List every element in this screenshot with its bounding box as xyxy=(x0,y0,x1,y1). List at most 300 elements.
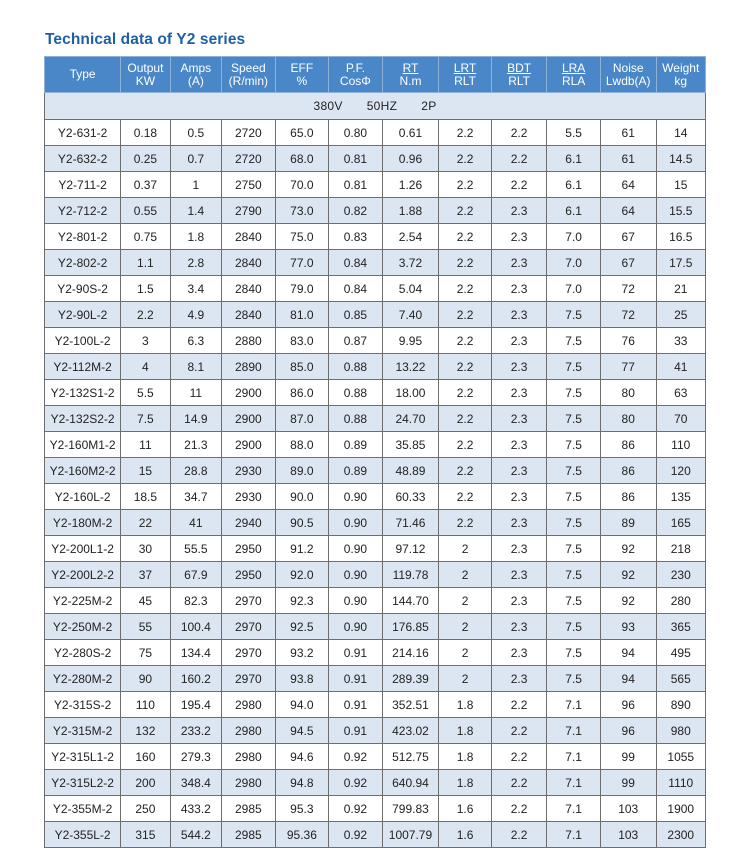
cell-noise: 103 xyxy=(600,822,656,848)
cell-pf: 0.91 xyxy=(329,666,383,692)
cell-rt: 512.75 xyxy=(382,744,439,770)
cell-pf: 0.90 xyxy=(329,562,383,588)
column-header-rt: RT N.m xyxy=(382,57,439,93)
cell-amps: 0.7 xyxy=(170,146,221,172)
cell-speed: 2970 xyxy=(222,640,276,666)
cell-lra: 7.1 xyxy=(547,822,601,848)
table-row xyxy=(45,562,706,588)
cell-weight: 280 xyxy=(656,588,706,614)
cell-lrt: 2.2 xyxy=(439,250,492,276)
cell-eff: 95.3 xyxy=(275,796,329,822)
cell-bdt: 2.3 xyxy=(491,640,547,666)
cell-lra: 7.5 xyxy=(547,484,601,510)
cell-eff: 75.0 xyxy=(275,224,329,250)
cell-eff: 92.0 xyxy=(275,562,329,588)
cell-type: Y2-100L-2 xyxy=(45,328,121,354)
cell-pf: 0.90 xyxy=(329,536,383,562)
cell-bdt: 2.3 xyxy=(491,614,547,640)
cell-type: Y2-711-2 xyxy=(45,172,121,198)
table-row xyxy=(45,640,706,666)
cell-output: 15 xyxy=(121,458,170,484)
column-header-speed: Speed (R/min) xyxy=(222,57,276,93)
cell-weight: 1110 xyxy=(656,770,706,796)
cell-speed: 2930 xyxy=(222,484,276,510)
cell-eff: 65.0 xyxy=(275,120,329,146)
cell-output: 160 xyxy=(121,744,170,770)
cell-bdt: 2.2 xyxy=(491,744,547,770)
cell-amps: 34.7 xyxy=(170,484,221,510)
cell-output: 132 xyxy=(121,718,170,744)
cell-type: Y2-132S1-2 xyxy=(45,380,121,406)
cell-eff: 68.0 xyxy=(275,146,329,172)
cell-noise: 67 xyxy=(600,250,656,276)
cell-weight: 1055 xyxy=(656,744,706,770)
cell-pf: 0.88 xyxy=(329,354,383,380)
table-row xyxy=(45,458,706,484)
cell-lra: 6.1 xyxy=(547,146,601,172)
cell-rt: 24.70 xyxy=(382,406,439,432)
cell-eff: 94.8 xyxy=(275,770,329,796)
cell-speed: 2985 xyxy=(222,796,276,822)
cell-lrt: 2.2 xyxy=(439,406,492,432)
cell-eff: 85.0 xyxy=(275,354,329,380)
cell-rt: 97.12 xyxy=(382,536,439,562)
cell-type: Y2-200L2-2 xyxy=(45,562,121,588)
cell-weight: 110 xyxy=(656,432,706,458)
cell-eff: 94.0 xyxy=(275,692,329,718)
table-row xyxy=(45,692,706,718)
cell-eff: 92.3 xyxy=(275,588,329,614)
table-row xyxy=(45,198,706,224)
cell-speed: 2890 xyxy=(222,354,276,380)
cell-bdt: 2.3 xyxy=(491,380,547,406)
cell-lrt: 2.2 xyxy=(439,458,492,484)
cell-eff: 83.0 xyxy=(275,328,329,354)
cell-amps: 0.5 xyxy=(170,120,221,146)
cell-eff: 90.5 xyxy=(275,510,329,536)
cell-speed: 2980 xyxy=(222,692,276,718)
cell-weight: 15 xyxy=(656,172,706,198)
cell-type: Y2-802-2 xyxy=(45,250,121,276)
cell-rt: 1.88 xyxy=(382,198,439,224)
cell-pf: 0.92 xyxy=(329,796,383,822)
cell-speed: 2970 xyxy=(222,588,276,614)
cell-rt: 3.72 xyxy=(382,250,439,276)
cell-bdt: 2.3 xyxy=(491,484,547,510)
table-row xyxy=(45,406,706,432)
cell-output: 4 xyxy=(121,354,170,380)
cell-output: 5.5 xyxy=(121,380,170,406)
cell-output: 250 xyxy=(121,796,170,822)
cell-type: Y2-280S-2 xyxy=(45,640,121,666)
cell-weight: 230 xyxy=(656,562,706,588)
cell-output: 22 xyxy=(121,510,170,536)
cell-amps: 1.8 xyxy=(170,224,221,250)
cell-rt: 7.40 xyxy=(382,302,439,328)
cell-lra: 7.5 xyxy=(547,380,601,406)
cell-weight: 165 xyxy=(656,510,706,536)
cell-amps: 67.9 xyxy=(170,562,221,588)
cell-noise: 99 xyxy=(600,744,656,770)
column-header-amps: Amps (A) xyxy=(170,57,221,93)
cell-rt: 144.70 xyxy=(382,588,439,614)
cell-lrt: 1.6 xyxy=(439,822,492,848)
cell-rt: 5.04 xyxy=(382,276,439,302)
cell-amps: 433.2 xyxy=(170,796,221,822)
cell-eff: 95.36 xyxy=(275,822,329,848)
cell-weight: 15.5 xyxy=(656,198,706,224)
cell-pf: 0.90 xyxy=(329,484,383,510)
cell-speed: 2840 xyxy=(222,224,276,250)
table-row xyxy=(45,302,706,328)
cell-output: 315 xyxy=(121,822,170,848)
cell-amps: 55.5 xyxy=(170,536,221,562)
cell-noise: 80 xyxy=(600,380,656,406)
cell-bdt: 2.3 xyxy=(491,250,547,276)
cell-bdt: 2.3 xyxy=(491,562,547,588)
cell-pf: 0.92 xyxy=(329,770,383,796)
table-row xyxy=(45,536,706,562)
cell-rt: 214.16 xyxy=(382,640,439,666)
cell-weight: 218 xyxy=(656,536,706,562)
table-row xyxy=(45,354,706,380)
cell-output: 200 xyxy=(121,770,170,796)
cell-pf: 0.80 xyxy=(329,120,383,146)
table-row xyxy=(45,380,706,406)
column-header-type: Type xyxy=(45,57,121,93)
cell-type: Y2-160L-2 xyxy=(45,484,121,510)
cell-type: Y2-160M1-2 xyxy=(45,432,121,458)
cell-output: 110 xyxy=(121,692,170,718)
cell-output: 1.5 xyxy=(121,276,170,302)
cell-amps: 2.8 xyxy=(170,250,221,276)
operating-condition xyxy=(45,93,706,120)
cell-noise: 64 xyxy=(600,198,656,224)
cell-speed: 2980 xyxy=(222,718,276,744)
cell-noise: 96 xyxy=(600,692,656,718)
cell-lrt: 2.2 xyxy=(439,510,492,536)
cell-lra: 7.5 xyxy=(547,614,601,640)
cell-type: Y2-112M-2 xyxy=(45,354,121,380)
cell-lra: 7.0 xyxy=(547,276,601,302)
cell-weight: 16.5 xyxy=(656,224,706,250)
cell-lrt: 2.2 xyxy=(439,198,492,224)
cell-output: 1.1 xyxy=(121,250,170,276)
cell-weight: 495 xyxy=(656,640,706,666)
cell-rt: 423.02 xyxy=(382,718,439,744)
cell-output: 11 xyxy=(121,432,170,458)
cell-lra: 7.5 xyxy=(547,588,601,614)
cell-speed: 2880 xyxy=(222,328,276,354)
cell-rt: 35.85 xyxy=(382,432,439,458)
cell-output: 2.2 xyxy=(121,302,170,328)
table-row xyxy=(45,120,706,146)
table-row xyxy=(45,822,706,848)
cell-bdt: 2.2 xyxy=(491,172,547,198)
cell-pf: 0.91 xyxy=(329,718,383,744)
cell-weight: 120 xyxy=(656,458,706,484)
cell-output: 75 xyxy=(121,640,170,666)
cell-pf: 0.91 xyxy=(329,640,383,666)
cell-rt: 289.39 xyxy=(382,666,439,692)
cell-lrt: 1.8 xyxy=(439,692,492,718)
cell-lrt: 1.8 xyxy=(439,718,492,744)
cell-lra: 7.5 xyxy=(547,302,601,328)
cell-type: Y2-225M-2 xyxy=(45,588,121,614)
cell-amps: 28.8 xyxy=(170,458,221,484)
cell-weight: 70 xyxy=(656,406,706,432)
cell-lra: 7.0 xyxy=(547,224,601,250)
cell-rt: 640.94 xyxy=(382,770,439,796)
cell-pf: 0.87 xyxy=(329,328,383,354)
cell-eff: 94.6 xyxy=(275,744,329,770)
cell-rt: 71.46 xyxy=(382,510,439,536)
cell-pf: 0.90 xyxy=(329,588,383,614)
cell-pf: 0.91 xyxy=(329,692,383,718)
cell-lrt: 2 xyxy=(439,614,492,640)
cell-lrt: 2.2 xyxy=(439,146,492,172)
cell-lrt: 2 xyxy=(439,666,492,692)
cell-lra: 7.5 xyxy=(547,640,601,666)
cell-type: Y2-280M-2 xyxy=(45,666,121,692)
cell-speed: 2980 xyxy=(222,770,276,796)
cell-pf: 0.90 xyxy=(329,510,383,536)
cell-rt: 1.26 xyxy=(382,172,439,198)
cell-noise: 77 xyxy=(600,354,656,380)
cell-noise: 64 xyxy=(600,172,656,198)
cell-bdt: 2.2 xyxy=(491,146,547,172)
cell-weight: 365 xyxy=(656,614,706,640)
cell-eff: 87.0 xyxy=(275,406,329,432)
cell-eff: 93.2 xyxy=(275,640,329,666)
cell-type: Y2-632-2 xyxy=(45,146,121,172)
cell-noise: 61 xyxy=(600,146,656,172)
cell-output: 0.25 xyxy=(121,146,170,172)
cell-amps: 8.1 xyxy=(170,354,221,380)
poles-label: 2P xyxy=(421,99,437,113)
cell-bdt: 2.3 xyxy=(491,536,547,562)
cell-eff: 73.0 xyxy=(275,198,329,224)
cell-lra: 7.1 xyxy=(547,796,601,822)
column-header-lra: LRA RLA xyxy=(547,57,601,93)
cell-eff: 88.0 xyxy=(275,432,329,458)
cell-bdt: 2.3 xyxy=(491,276,547,302)
voltage-label: 380V xyxy=(313,99,343,113)
cell-type: Y2-355M-2 xyxy=(45,796,121,822)
cell-amps: 11 xyxy=(170,380,221,406)
cell-noise: 96 xyxy=(600,718,656,744)
cell-output: 0.18 xyxy=(121,120,170,146)
cell-type: Y2-180M-2 xyxy=(45,510,121,536)
cell-amps: 1 xyxy=(170,172,221,198)
cell-lra: 7.1 xyxy=(547,692,601,718)
cell-amps: 160.2 xyxy=(170,666,221,692)
cell-type: Y2-712-2 xyxy=(45,198,121,224)
cell-noise: 92 xyxy=(600,536,656,562)
cell-amps: 348.4 xyxy=(170,770,221,796)
cell-rt: 176.85 xyxy=(382,614,439,640)
cell-type: Y2-160M2-2 xyxy=(45,458,121,484)
cell-pf: 0.82 xyxy=(329,198,383,224)
cell-noise: 86 xyxy=(600,484,656,510)
cell-lra: 7.5 xyxy=(547,328,601,354)
cell-lrt: 2 xyxy=(439,536,492,562)
cell-lra: 6.1 xyxy=(547,172,601,198)
cell-output: 0.75 xyxy=(121,224,170,250)
cell-type: Y2-200L1-2 xyxy=(45,536,121,562)
cell-eff: 93.8 xyxy=(275,666,329,692)
cell-lra: 7.5 xyxy=(547,562,601,588)
cell-eff: 79.0 xyxy=(275,276,329,302)
cell-lra: 7.1 xyxy=(547,744,601,770)
cell-amps: 100.4 xyxy=(170,614,221,640)
cell-lra: 7.1 xyxy=(547,718,601,744)
table-row xyxy=(45,510,706,536)
cell-bdt: 2.2 xyxy=(491,692,547,718)
cell-amps: 21.3 xyxy=(170,432,221,458)
cell-rt: 60.33 xyxy=(382,484,439,510)
cell-lrt: 2.2 xyxy=(439,276,492,302)
cell-eff: 90.0 xyxy=(275,484,329,510)
cell-speed: 2985 xyxy=(222,822,276,848)
cell-pf: 0.92 xyxy=(329,822,383,848)
cell-noise: 72 xyxy=(600,302,656,328)
cell-speed: 2840 xyxy=(222,250,276,276)
cell-eff: 86.0 xyxy=(275,380,329,406)
cell-eff: 89.0 xyxy=(275,458,329,484)
cell-noise: 80 xyxy=(600,406,656,432)
cell-noise: 93 xyxy=(600,614,656,640)
cell-weight: 17.5 xyxy=(656,250,706,276)
cell-bdt: 2.2 xyxy=(491,796,547,822)
cell-bdt: 2.3 xyxy=(491,510,547,536)
cell-pf: 0.90 xyxy=(329,614,383,640)
cell-lra: 6.1 xyxy=(547,198,601,224)
cell-amps: 4.9 xyxy=(170,302,221,328)
cell-noise: 76 xyxy=(600,328,656,354)
cell-lrt: 2.2 xyxy=(439,354,492,380)
cell-rt: 799.83 xyxy=(382,796,439,822)
cell-noise: 99 xyxy=(600,770,656,796)
cell-pf: 0.89 xyxy=(329,432,383,458)
cell-rt: 0.61 xyxy=(382,120,439,146)
cell-bdt: 2.2 xyxy=(491,822,547,848)
table-row xyxy=(45,614,706,640)
cell-noise: 67 xyxy=(600,224,656,250)
column-header-weight: Weight kg xyxy=(656,57,706,93)
cell-bdt: 2.3 xyxy=(491,354,547,380)
cell-lrt: 2.2 xyxy=(439,224,492,250)
cell-speed: 2720 xyxy=(222,146,276,172)
cell-output: 0.55 xyxy=(121,198,170,224)
cell-speed: 2950 xyxy=(222,536,276,562)
cell-bdt: 2.3 xyxy=(491,432,547,458)
cell-noise: 86 xyxy=(600,458,656,484)
cell-noise: 92 xyxy=(600,588,656,614)
cell-output: 30 xyxy=(121,536,170,562)
cell-pf: 0.83 xyxy=(329,224,383,250)
cell-weight: 890 xyxy=(656,692,706,718)
table-header-row xyxy=(45,57,706,93)
cell-bdt: 2.2 xyxy=(491,770,547,796)
cell-eff: 94.5 xyxy=(275,718,329,744)
cell-amps: 134.4 xyxy=(170,640,221,666)
frequency-label: 50HZ xyxy=(366,99,398,113)
cell-eff: 70.0 xyxy=(275,172,329,198)
cell-lra: 5.5 xyxy=(547,120,601,146)
table-row xyxy=(45,718,706,744)
column-header-noise: Noise Lwdb(A) xyxy=(600,57,656,93)
cell-noise: 89 xyxy=(600,510,656,536)
cell-lrt: 2 xyxy=(439,640,492,666)
cell-pf: 0.88 xyxy=(329,406,383,432)
cell-lra: 7.5 xyxy=(547,458,601,484)
cell-weight: 21 xyxy=(656,276,706,302)
cell-amps: 3.4 xyxy=(170,276,221,302)
cell-amps: 195.4 xyxy=(170,692,221,718)
cell-lra: 7.5 xyxy=(547,536,601,562)
cell-speed: 2970 xyxy=(222,614,276,640)
cell-weight: 135 xyxy=(656,484,706,510)
cell-noise: 103 xyxy=(600,796,656,822)
cell-rt: 0.96 xyxy=(382,146,439,172)
cell-noise: 94 xyxy=(600,640,656,666)
column-header-output: Output KW xyxy=(121,57,170,93)
cell-lrt: 2.2 xyxy=(439,380,492,406)
cell-lra: 7.1 xyxy=(547,770,601,796)
cell-bdt: 2.2 xyxy=(491,718,547,744)
table-row xyxy=(45,276,706,302)
table-row xyxy=(45,224,706,250)
cell-lra: 7.0 xyxy=(547,250,601,276)
cell-output: 3 xyxy=(121,328,170,354)
cell-amps: 82.3 xyxy=(170,588,221,614)
cell-speed: 2980 xyxy=(222,744,276,770)
cell-noise: 92 xyxy=(600,562,656,588)
cell-output: 0.37 xyxy=(121,172,170,198)
cell-lrt: 1.6 xyxy=(439,796,492,822)
table-row xyxy=(45,250,706,276)
cell-lra: 7.5 xyxy=(547,432,601,458)
cell-lrt: 2.2 xyxy=(439,484,492,510)
cell-rt: 9.95 xyxy=(382,328,439,354)
cell-type: Y2-90S-2 xyxy=(45,276,121,302)
cell-bdt: 2.3 xyxy=(491,198,547,224)
cell-speed: 2720 xyxy=(222,120,276,146)
cell-eff: 77.0 xyxy=(275,250,329,276)
cell-speed: 2840 xyxy=(222,276,276,302)
cell-output: 45 xyxy=(121,588,170,614)
cell-pf: 0.84 xyxy=(329,250,383,276)
operating-condition-row xyxy=(45,93,706,120)
cell-amps: 41 xyxy=(170,510,221,536)
cell-eff: 81.0 xyxy=(275,302,329,328)
cell-bdt: 2.3 xyxy=(491,666,547,692)
cell-output: 37 xyxy=(121,562,170,588)
cell-pf: 0.84 xyxy=(329,276,383,302)
cell-lra: 7.5 xyxy=(547,354,601,380)
cell-type: Y2-132S2-2 xyxy=(45,406,121,432)
cell-output: 18.5 xyxy=(121,484,170,510)
cell-weight: 41 xyxy=(656,354,706,380)
cell-pf: 0.81 xyxy=(329,146,383,172)
cell-speed: 2840 xyxy=(222,302,276,328)
column-header-eff: EFF % xyxy=(275,57,329,93)
cell-speed: 2900 xyxy=(222,380,276,406)
cell-bdt: 2.3 xyxy=(491,588,547,614)
cell-weight: 565 xyxy=(656,666,706,692)
cell-output: 55 xyxy=(121,614,170,640)
